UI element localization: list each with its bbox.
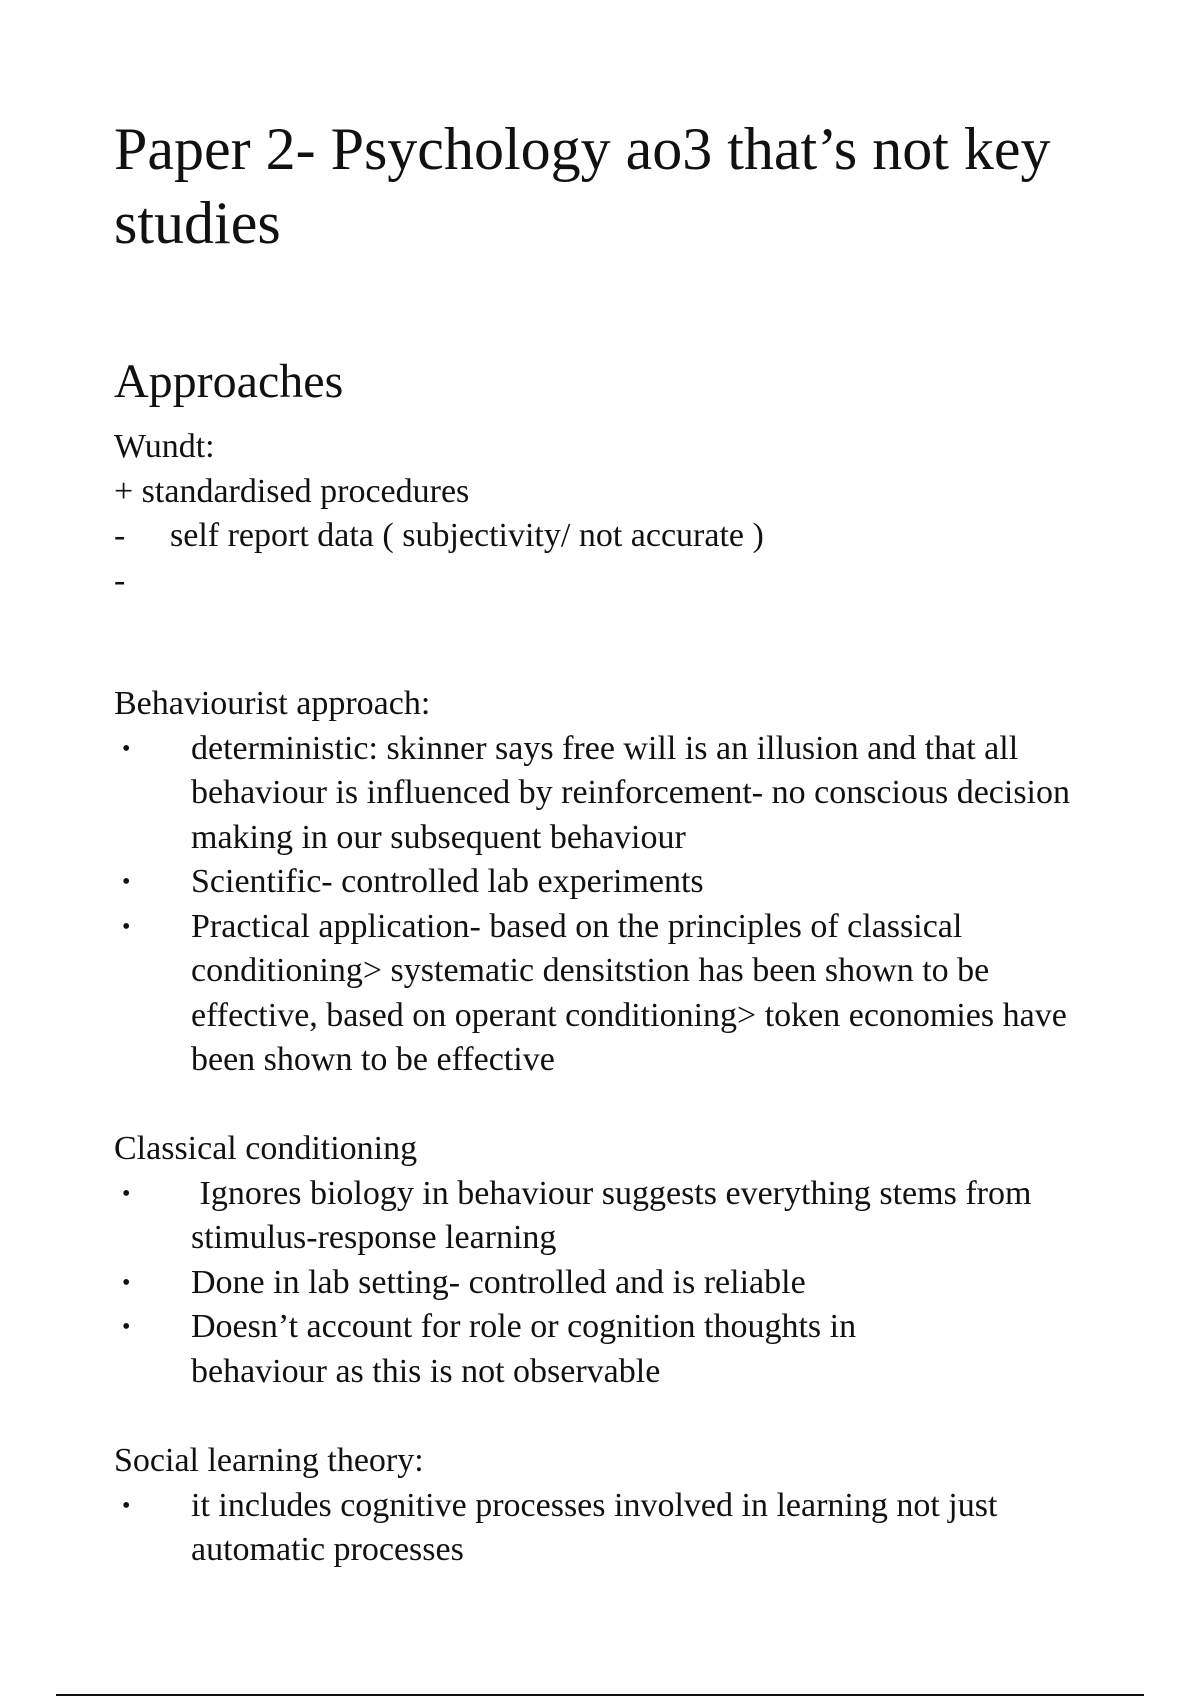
dash-marker: -	[114, 517, 126, 554]
list-item-text: Doesn’t account for role or cognition thoughts in behaviour as this is not observable	[191, 1308, 857, 1390]
wundt-empty-dash	[114, 559, 1114, 604]
behaviourist-list	[114, 727, 1114, 1083]
section-heading-approaches: Approaches	[114, 355, 344, 408]
bullet-icon: •	[122, 913, 131, 940]
list-item-text: Done in lab setting- controlled and is reliable	[191, 1263, 806, 1301]
list-item	[114, 905, 1114, 1083]
bullet-icon: •	[122, 1269, 131, 1296]
social-list	[114, 1484, 1114, 1573]
list-item	[114, 1484, 1114, 1573]
classical-list	[114, 1172, 1114, 1395]
bullet-icon: •	[122, 1314, 131, 1340]
classical-section	[114, 1127, 1114, 1394]
page-bottom-rule	[56, 1694, 1144, 1696]
wundt-heading: Wundt:	[114, 428, 215, 465]
list-item	[114, 727, 1114, 861]
list-item-text: it includes cognitive processes involved in learning not just automatic processes	[191, 1486, 998, 1568]
page-title: Paper 2- Psychology ao3 that’s not key studies	[114, 116, 1051, 256]
list-item	[114, 860, 1114, 905]
list-item-text: Scientific- controlled lab experiments	[191, 863, 704, 900]
social-section	[114, 1439, 1114, 1573]
list-item-text: Practical application- based on the principles of classical conditioning> systematic densitstion has been shown to be effective, based on operant conditioning> token economies have been shown to be effective	[191, 907, 1067, 1078]
list-item	[114, 1305, 1114, 1394]
list-item-text: deterministic: skinner says free will is an illusion and that all behaviour is influenced by reinforcement- no conscious decision making in our subsequent behaviour	[191, 729, 1071, 856]
classical-heading: Classical conditioning	[114, 1130, 418, 1167]
bullet-icon: •	[122, 869, 131, 895]
bullet-icon: •	[122, 735, 131, 762]
wundt-dash-text: self report data ( subjectivity/ not accurate )	[170, 517, 764, 554]
wundt-section	[114, 425, 1114, 603]
bullet-icon: •	[122, 1180, 131, 1207]
wundt-dash-item	[114, 514, 1114, 559]
list-item	[114, 1261, 1114, 1306]
bullet-icon: •	[122, 1492, 131, 1519]
list-item-text: Ignores biology in behaviour suggests everything stems from stimulus-response learning	[191, 1174, 1040, 1256]
behaviourist-heading: Behaviourist approach:	[114, 685, 431, 722]
dash-marker: -	[114, 561, 126, 599]
list-item	[114, 1172, 1114, 1261]
wundt-plus-item: + standardised procedures	[114, 472, 470, 510]
social-heading: Social learning theory:	[114, 1442, 424, 1479]
behaviourist-section	[114, 682, 1114, 1083]
